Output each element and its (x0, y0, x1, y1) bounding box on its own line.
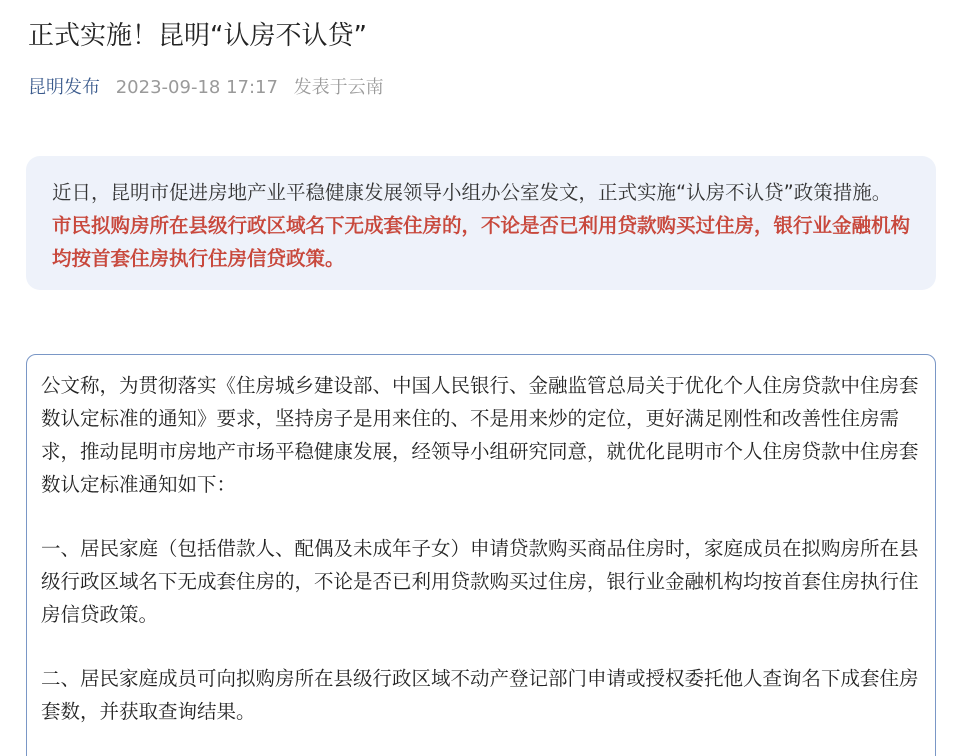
article-meta (28, 76, 384, 100)
body-paragraph: 公文称，为贯彻落实《住房城乡建设部、中国人民银行、金融监管总局关于优化个人住房贷款中住房套数认定标准的通知》要求，坚持房子是用来住的、不是用来炒的定位，更好满足刚性和改善性住房需求，推动昆明市房地产市场平稳健康发展，经领导小组研究同意，就优化昆明市个人住房贷款中住房套数认定标准通知如下： (41, 374, 919, 496)
publish-location: 发表于云南 (293, 77, 384, 98)
publish-time: 2023-09-18 17:17 (115, 77, 278, 98)
source-link[interactable]: 昆明发布 (28, 77, 100, 98)
body-paragraph: 二、居民家庭成员可向拟购房所在县级行政区域不动产登记部门申请或授权委托他人查询名下成套住房套数，并获取查询结果。 (41, 667, 919, 723)
body-paragraph: 一、居民家庭（包括借款人、配偶及未成年子女）申请贷款购买商品住房时，家庭成员在拟购房所在县级行政区域名下无成套住房的，不论是否已利用贷款购买过住房，银行业金融机构均按首套住房执行住房信贷政策。 (41, 537, 919, 626)
article-title: 正式实施！昆明“认房不认贷” (28, 21, 367, 51)
summary-text (52, 176, 910, 275)
summary-normal-text: 近日，昆明市促进房地产业平稳健康发展领导小组办公室发文，正式实施“认房不认贷”政策措施。 (52, 181, 892, 204)
body-box (26, 354, 936, 756)
summary-highlight-text: 市民拟购房所在县级行政区域名下无成套住房的，不论是否已利用贷款购买过住房，银行业金融机构均按首套住房执行住房信贷政策。 (52, 214, 911, 270)
summary-box (26, 156, 936, 290)
